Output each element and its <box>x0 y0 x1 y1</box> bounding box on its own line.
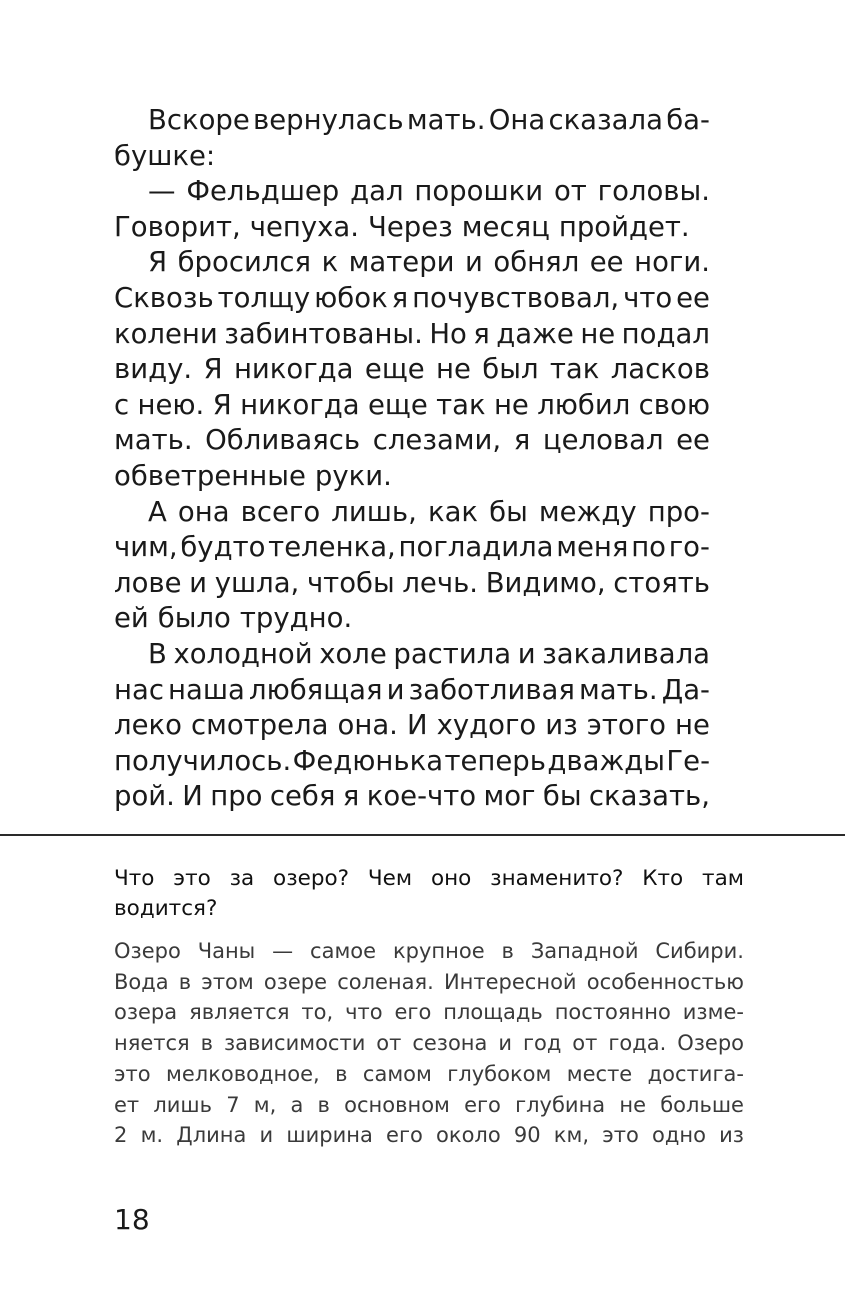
main-text-line: с нею. Я никогда еще так не любил свою <box>114 388 710 421</box>
main-text-line: А она всего лишь, как бы между про- <box>148 495 710 528</box>
answer-line: Озеро Чаны — самое крупное в Западной Сибири. <box>114 939 744 963</box>
main-text-line: мать. Обливаясь слезами, я целовал ее <box>114 424 710 457</box>
main-text-line: лове и ушла, чтобы лечь. Видимо, стоять <box>114 566 710 599</box>
main-text-line: Я бросился к матери и обнял ее ноги. <box>148 246 710 279</box>
main-text-line: рой. И про себя я кое-что мог бы сказать, <box>114 780 710 813</box>
main-text-line: обветренные руки. <box>114 460 392 492</box>
answer-line: ет лишь 7 м, а в основном его глубина не больше <box>114 1092 744 1117</box>
answer-line: это мелководное, в самом глубоком месте достига- <box>114 1061 744 1086</box>
answer-line: 2 м. Длина и ширина его около 90 км, это одно из <box>114 1123 744 1148</box>
main-text-line: колени забинтованы. Но я даже не подал <box>114 317 710 350</box>
main-text-line: нас наша любящая и заботливая мать. Да- <box>114 673 710 706</box>
main-text-line: получилось. Федюнька теперь дважды Ге- <box>114 744 710 777</box>
main-text-line: леко смотрела она. И худого из этого не <box>114 709 710 742</box>
page-number: 18 <box>114 1203 150 1236</box>
question-line: водится? <box>114 896 218 921</box>
main-text-line: В холодной холе растила и закаливала <box>148 638 710 670</box>
main-text-line: Вскоре вернулась мать. Она сказала ба- <box>148 104 710 136</box>
main-text-line: Говорит, чепуха. Через месяц пройдет. <box>114 210 690 243</box>
main-text-line: виду. Я никогда еще не был так ласков <box>114 353 710 386</box>
main-text-line: ей было трудно. <box>114 602 353 635</box>
main-text-line: — Фельдшер дал порошки от головы. <box>148 175 710 208</box>
main-text-line: бушке: <box>114 139 216 172</box>
main-text-line: Сквозь толщу юбок я почувствовал, что ее <box>114 282 710 314</box>
answer-line: озера является то, что его площадь постоянно изме- <box>114 1000 744 1025</box>
question-line: Что это за озеро? Чем оно знаменито? Кто там <box>114 866 744 891</box>
section-divider <box>0 834 845 836</box>
answer-line: няется в зависимости от сезона и год от года. Озеро <box>114 1031 744 1056</box>
answer-line: Вода в этом озере соленая. Интересной особенностью <box>114 969 744 994</box>
main-text-line: чим, будто теленка, погладила меня по го- <box>114 531 710 564</box>
